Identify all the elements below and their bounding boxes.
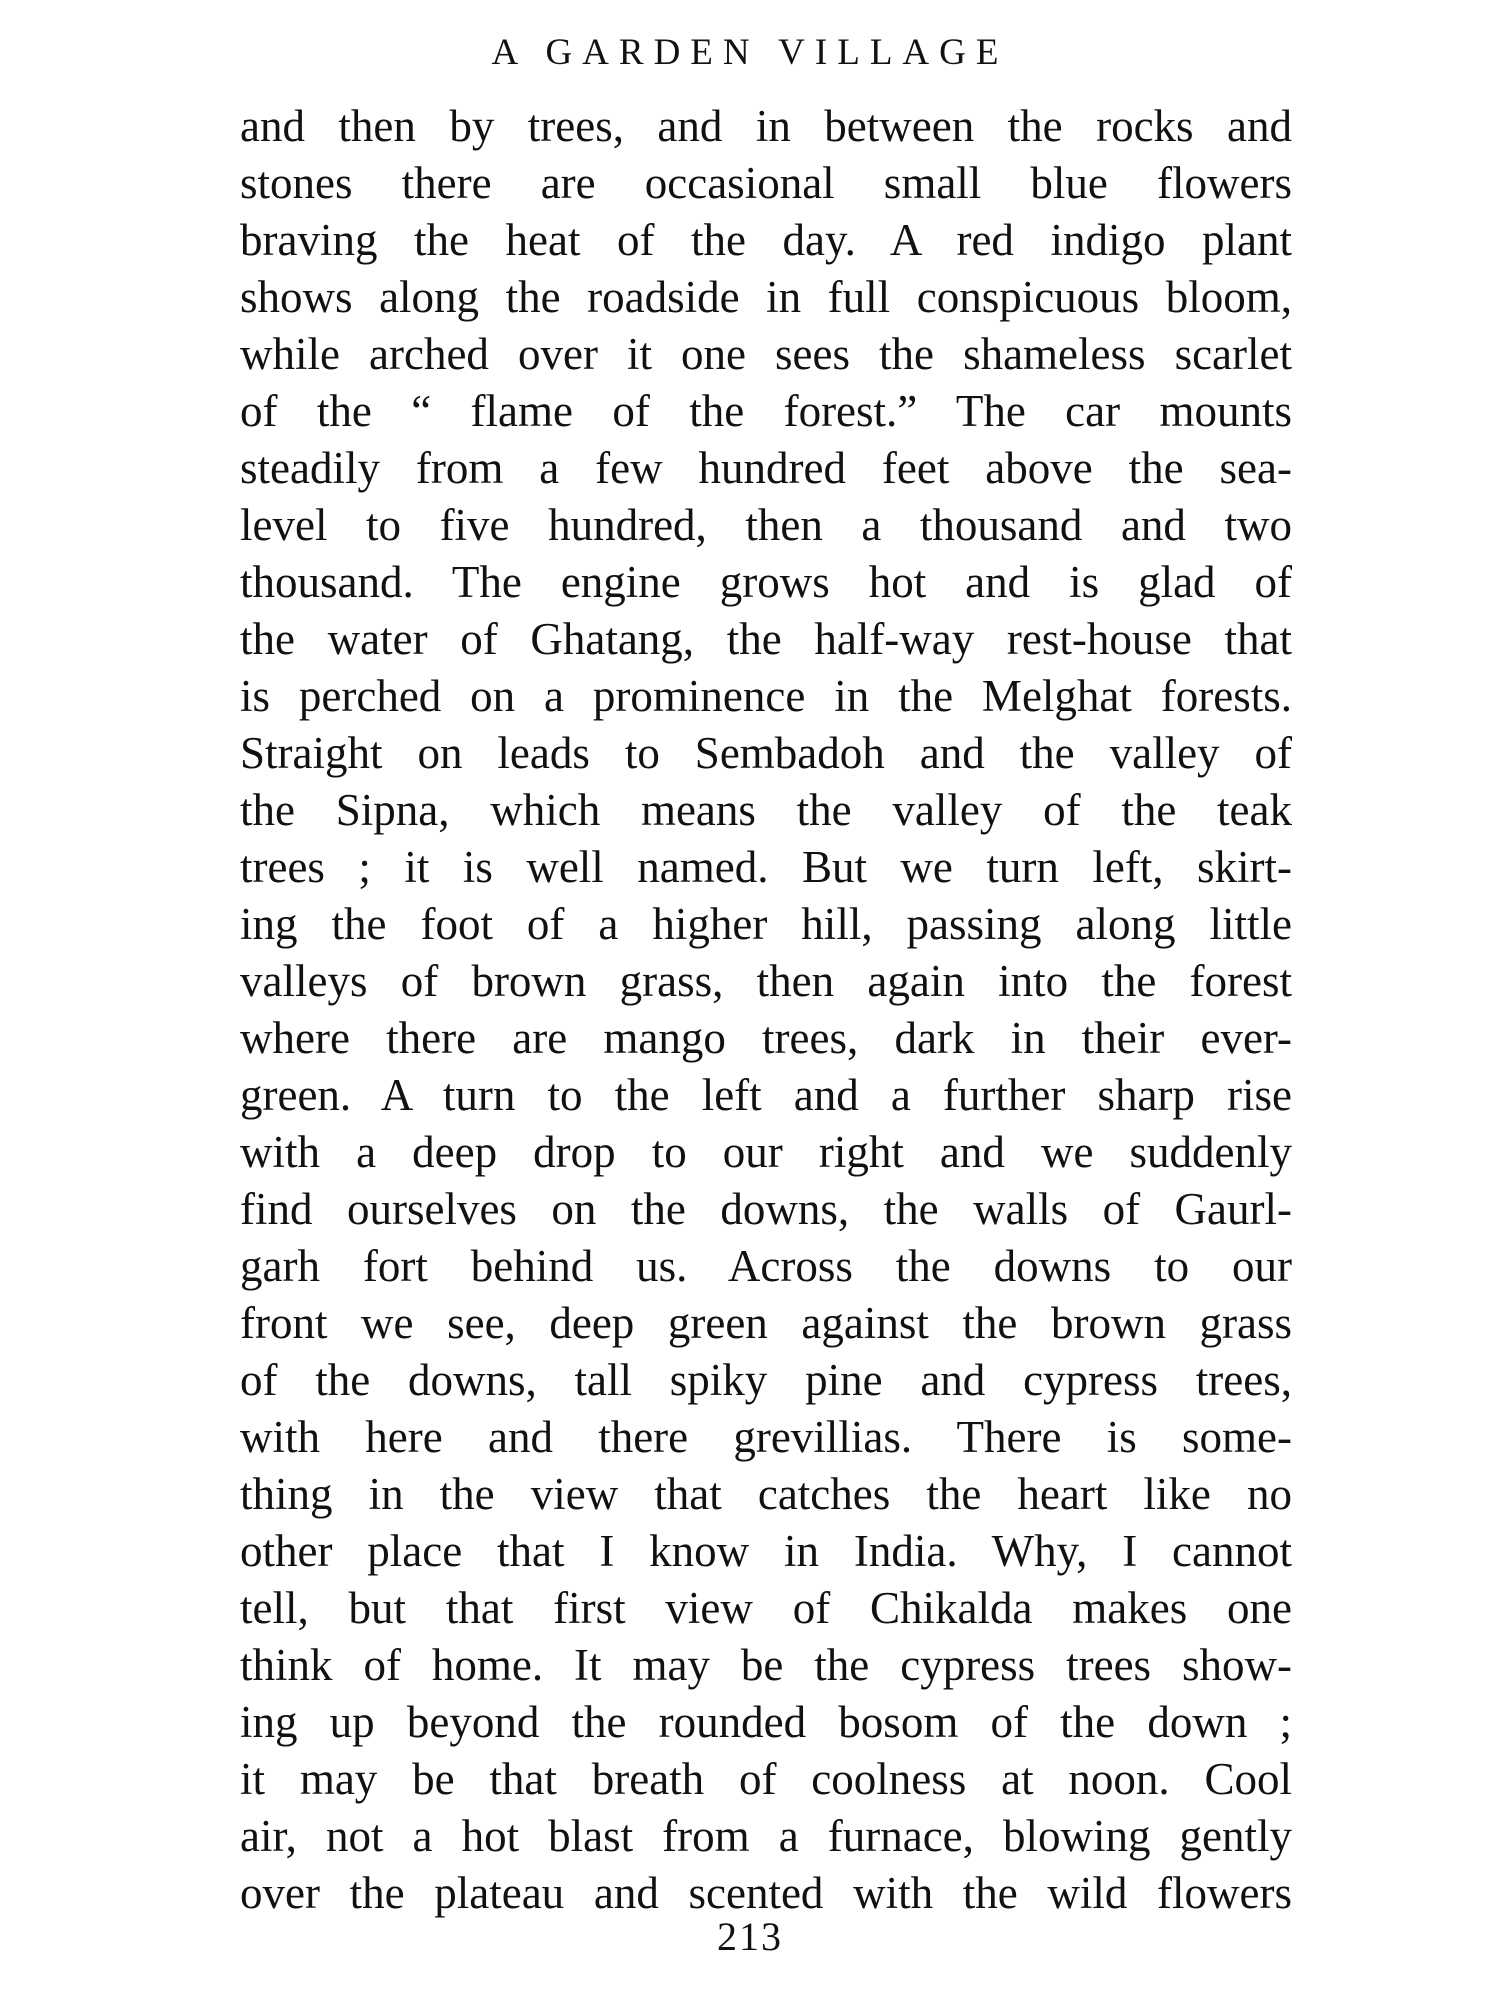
text-line-9: thousand. The engine grows hot and is glad of <box>240 557 1292 607</box>
text-line-8: level to five hundred, then a thousand and two <box>240 500 1292 550</box>
text-line-17: where there are mango trees, dark in their ever- <box>240 1013 1292 1063</box>
text-line-10: the water of Ghatang, the half-way rest-house that <box>240 614 1292 664</box>
text-line-15: ing the foot of a higher hill, passing along little <box>240 899 1292 949</box>
text-line-31: air, not a hot blast from a furnace, blowing gently <box>240 1811 1292 1861</box>
text-line-24: with here and there grevillias. There is some- <box>240 1412 1292 1462</box>
text-line-3: braving the heat of the day. A red indigo plant <box>240 215 1292 265</box>
text-line-25: thing in the view that catches the heart like no <box>240 1469 1292 1519</box>
text-line-26: other place that I know in India. Why, I cannot <box>240 1526 1292 1576</box>
text-line-16: valleys of brown grass, then again into the forest <box>240 956 1292 1006</box>
text-line-27: tell, but that first view of Chikalda makes one <box>240 1583 1292 1633</box>
body-text <box>240 98 1292 1922</box>
text-line-20: find ourselves on the downs, the walls of Gaurl- <box>240 1184 1292 1234</box>
text-line-5: while arched over it one sees the shameless scarlet <box>240 329 1292 379</box>
text-line-22: front we see, deep green against the brown grass <box>240 1298 1292 1348</box>
text-line-12: Straight on leads to Sembadoh and the valley of <box>240 728 1292 778</box>
text-line-1: and then by trees, and in between the rocks and <box>240 101 1292 151</box>
page-number: 213 <box>717 1914 783 1959</box>
text-line-14: trees ; it is well named. But we turn left, skirt- <box>240 842 1292 892</box>
text-line-7: steadily from a few hundred feet above the sea- <box>240 443 1292 493</box>
text-line-2: stones there are occasional small blue flowers <box>240 158 1292 208</box>
text-line-11: is perched on a prominence in the Melghat forests. <box>240 671 1292 721</box>
text-line-19: with a deep drop to our right and we suddenly <box>240 1127 1292 1177</box>
text-line-4: shows along the roadside in full conspicuous bloom, <box>240 272 1292 322</box>
running-head-title: A GARDEN VILLAGE <box>491 32 1009 73</box>
text-line-29: ing up beyond the rounded bosom of the down ; <box>240 1697 1292 1747</box>
text-line-18: green. A turn to the left and a further sharp rise <box>240 1070 1292 1120</box>
text-line-32: over the plateau and scented with the wild flowers <box>240 1868 1292 1918</box>
text-line-21: garh fort behind us. Across the downs to our <box>240 1241 1292 1291</box>
text-line-23: of the downs, tall spiky pine and cypress trees, <box>240 1355 1292 1405</box>
text-line-30: it may be that breath of coolness at noon. Cool <box>240 1754 1292 1804</box>
text-line-13: the Sipna, which means the valley of the teak <box>240 785 1292 835</box>
text-line-6: of the “ flame of the forest.” The car mounts <box>240 386 1292 436</box>
text-line-28: think of home. It may be the cypress trees show- <box>240 1640 1292 1690</box>
